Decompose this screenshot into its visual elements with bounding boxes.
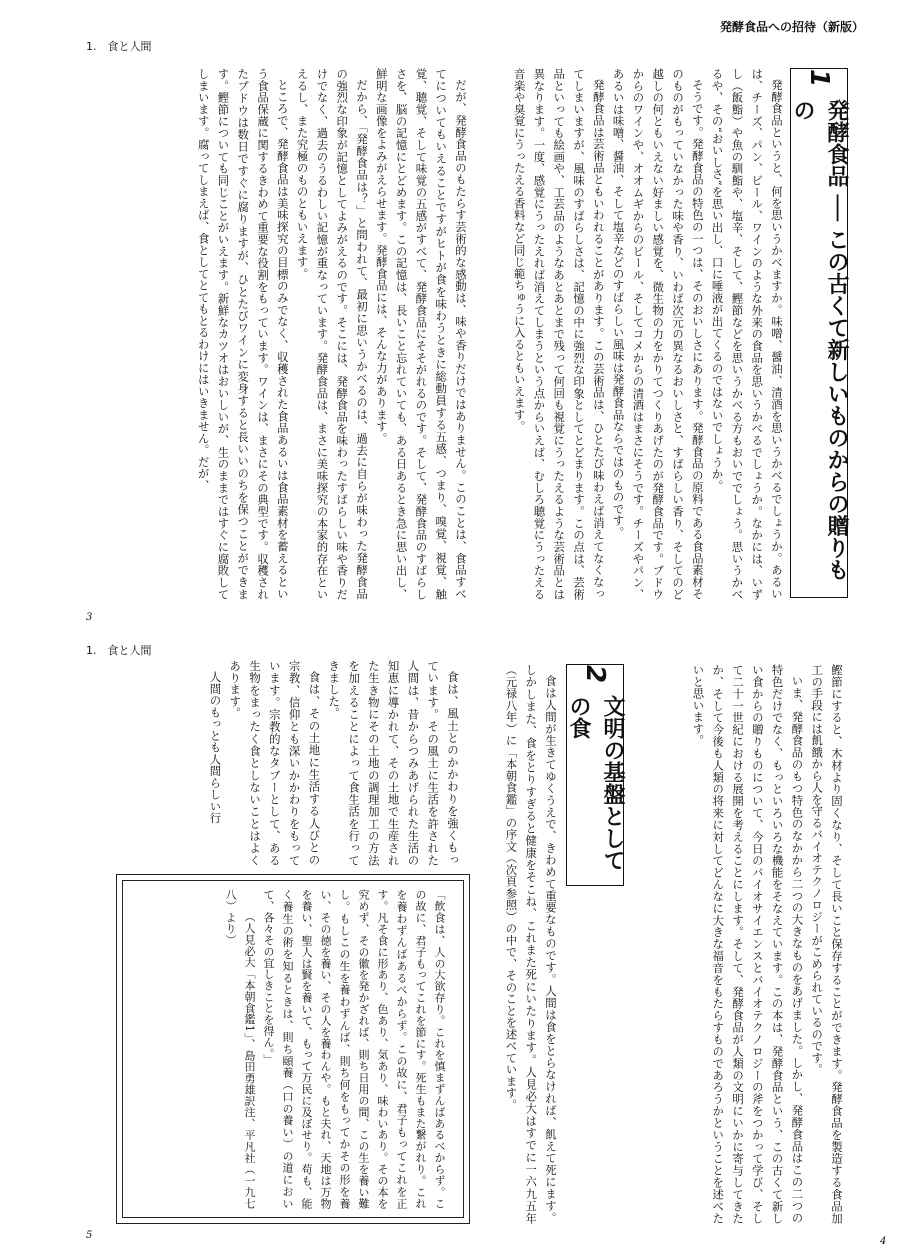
quote-source: （人見必大「本朝食鑑1」、島田勇雄訳注、平凡社（一九七八）より） [224,889,256,1209]
paragraph-9: 食は人間が生きてゆくうえで、きわめて重要なものです。人間は食をとらなければ、飢えて死にます。しかしまた、食をとりすぎると健康をそこね、これまた死にいたります。人見必大はすでに一六九五年（元禄八年）に「本朝食鑑」の序文（次頁参照）の中で、そのことを述べています。 [504,664,558,1224]
paragraph-12: 人間のもっとも人間らしい行 [208,671,223,825]
running-head-left: 1. 食と人間 [86,40,152,53]
running-head-left-lower: 1. 食と人間 [86,644,152,657]
page-left-top-text [86,68,470,600]
section-1-title: 発酵食品 ── この古くて新しいものからの贈りもの [790,99,849,581]
paragraph-3: 発酵食品は芸術品ともいわれることがあります。この芸術品は、ひとたび味わえば消えてなくなってしまいますが、風味のすばらしさは、記憶の中に強烈な印象としてとどまります。この点は、芸術品といっても絵画や、工芸品のようなあとあとまで残って何回も視覚にうったえるような芸術品とは異なります。一度、感覚にうったえれば消えてしまうという点からいえば、むしろ聴覚にうったえる音楽や臭覚にうったえる香料など同じ範ちゅうに入るともいえます。 [512,68,606,600]
section-2-title-box [566,664,624,886]
quote-text [137,889,449,1209]
paragraph-2: そうです。発酵食品の特色の一つは、そのおいしさにあります。発酵食品の原料である食品素材そのものがもっていなかった味や香り、いわば次元の異なるおいしさと、すばらしい香り、そしてのど越しの何ともいえない好ましい感覚を、微生物の力をかりてつくりあげたのが発酵食品です。ブドウからのワインや、オオムギからのビール、そしてコメからの清酒はまさにそうです。チーズやパン、あるいは味噌、醤油、そして塩辛などのすばらしい風味は発酵食品ならではのものです。 [611,68,705,600]
paragraph-11: 食は、その土地に生活する人びとの宗教、信仰とも深いかかわりをもっています。宗教的なタブーとして、ある生物をまったく食としないことはよくあります。 [228,660,322,866]
section-2-number: 2 [580,665,610,684]
page-left-bottom-upper-text [86,660,462,866]
section-2-text-right [478,664,560,1224]
quote-box [116,874,470,1224]
quote-body: 「飲食は、人の大欲存り。これを慎まずんばあるべからず。この故に、君子もってこれを節にす。死生もまた繋がれり。これを養わずんばあるべからず。この故に、君子もってこれを正す。凡そ食に形あり、色あり、気あり、味わいあり。その本を究めず、その徽を発かざれば、則ち日用の間、この生を養い難し。もしこの生を養わずんば、則ち何をもってかその形を養い、その徳を養い、その人を養わんや。もと夫れ、天地は万物を養い、聖人は賢を養いて、もって万民に及ぼせり。苟も、能く養生の術を知るときは、則ち頤養（口の養い）の道において、各々その宜しきことを得ん。」 [262,889,446,1209]
section-1-title-box [790,68,848,598]
page-number-3: 3 [86,612,93,623]
paragraph-1: 発酵食品というと、何を思いうかべますか。味噌、醤油、清酒を思いうかべるでしょうか。あるいは、チーズ、パン、ビール、ワインのような外来の食品を思いうかべるでしょうか。なかには、いずし（飯鮨）や魚の馴鮨や、塩辛、そして、鰹節などを思いうかべる方もおいででしょう。思いうかべるや、その“おいしさ”を思い出し、口に唾液が出てくるのではないでしょうか。 [710,68,784,600]
paragraph-5: だから、「発酵食品は？」と問われて、最初に思いうかべるのは、過去に自らが味わった発酵食品の強烈な印象が記憶としてよみがえるのです。そこには、発酵食品を味わったすばらしい味や香りだけでなく、過去のうるわしい記憶が重なっています。発酵食品は、まさに美味探究の本家的存在といえるし、また究極のものともいえます。 [295,68,370,600]
paragraph-6: ところで、発酵食品は美味探究の目標のみでなく、収穫された食品あるいは食品素材を蓄えるという食品保蔵に関するきわめて重要な役割をもっています。ワインは、まさにその典型です。収穫されたブドウは数日ですぐに腐りますが、ひとたびワインに変身すると長いいのちを保つことができます。鰹節についても同じことがいえます。新鮮なカツオはおいしいが、生のままではすぐに腐敗してしまいます。腐ってしまえば、食としてとてもとるわけにはいきません。だが、 [196,68,290,600]
page-right-bottom-text [662,664,846,1224]
paragraph-8: いま、発酵食品のもつ特色のなかから二つの大きなものをあげました。しかし、発酵食品はこの二つの特色だけでなく、もっといろいろな機能をそなえています。この本は、発酵食品という、この古くて新しい食からの贈りものについて、今日のバイオサイエンスとバイオテクノロジーの斧をつかって学び、そして二十一世紀における展開を考えることにします。そして、発酵食品が人類の文明にいかに寄与してきたか、そして今後も人類の将来に対してどんなに大きな福音をもたらすものであろうかということを述べたいと思います。 [691,664,805,1224]
page-number-4: 4 [880,1236,887,1247]
running-head-right: 発酵食品への招待（新版） [720,20,865,34]
paragraph-4: だが、発酵食品のもたらす芸術的な感動は、味や香りだけではありません。このことは、食品すべてについてもいえることですがヒトが食を味わうときに総動員する五感、つまり、嗅覚、視覚、触覚、聴覚、そして味覚の五感がすべて、発酵食品にそそがれるのです。そして、発酵食品のすばらしさを、脳の記憶にとどめます。この記憶は、長いこと忘れていても、ある日あるとき急に思い出し、鮮明な画像をよみがえらせます。発酵食品には、そんな力があります。 [374,68,468,600]
page-right-top-text [486,68,786,600]
section-2-title: 文明の基盤としての食 [566,695,625,872]
paragraph-10: 食は、風土とのかかわりを強くもっています。その風土に生活を許された人間は、昔からつみあげられた生活の知恵に導かれて、その土地で生産された生き物にその土地の調理加工の方法を加えることによって食生活を行ってきました。 [327,660,460,866]
page-number-5: 5 [86,1230,93,1241]
paragraph-7: 鰹節にすると、木材より固くなり、そして長いこと保存することができます。発酵食品を製造する食品加工の手段には飢餓から人を守るバイオテクノロジーがこめられているのです。 [810,664,844,1224]
section-1-number: 1 [804,69,834,88]
